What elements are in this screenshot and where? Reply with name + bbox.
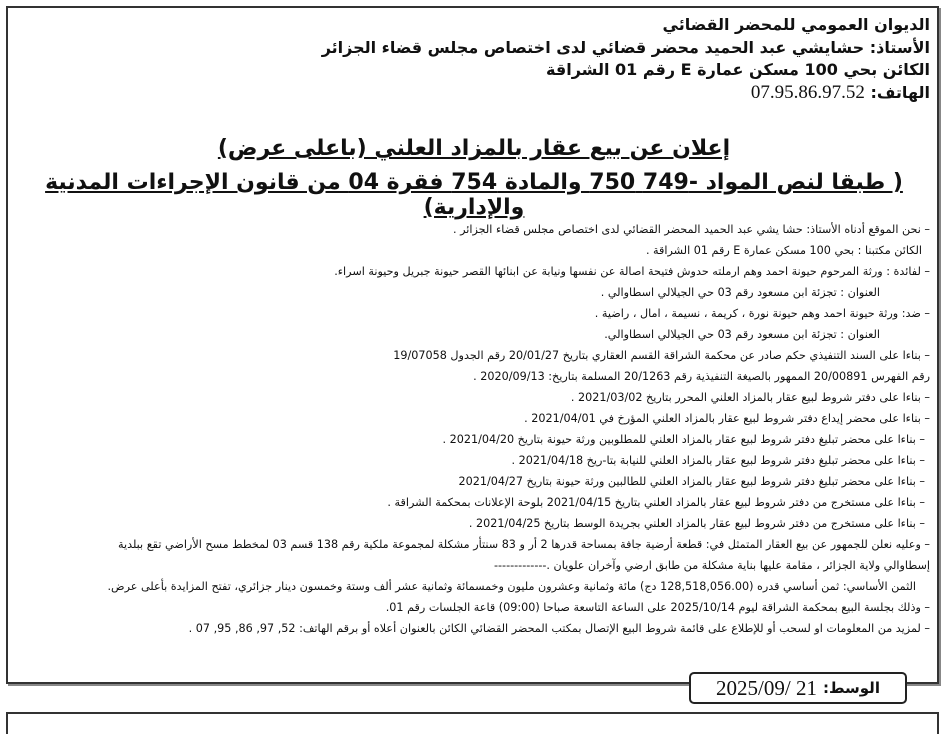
body-line: العنوان : تجزئة ابن مسعود رقم 03 حي الجيلالي اسطاوالي . bbox=[600, 286, 880, 299]
body-line: – بناءا على مستخرج من دفتر شروط لبيع عقار بالمزاد العلني بجريدة الوسط بتاريخ 2021/04/25 . bbox=[468, 517, 925, 530]
body-line: العنوان : تجزئة ابن مسعود رقم 03 حي الجيلالي اسطاوالي. bbox=[604, 328, 880, 341]
body-line: رقم الفهرس 20/00891 الممهور بالصيغة التنفيذية رقم 20/1263 المسلمة بتاريخ: 2020/09/13 . bbox=[473, 370, 930, 383]
body-line: الثمن الأساسي: ثمن أساسي قدره (128,518,056.00 دج) مائة وثمانية وعشرون مليون وخمسمائة وثمانية عشر ألف وستة وخمسون دينار جزائري، تفتح المزايدة بأعلى عرض. bbox=[107, 580, 916, 593]
bailiff-header bbox=[322, 14, 930, 104]
phone-label: الهاتف: bbox=[870, 82, 930, 102]
phone-number: 07.95.86.97.52 bbox=[750, 81, 865, 103]
body-line: الكائن مكتبنا : بحي 100 مسكن عمارة E رقم 01 الشراقة . bbox=[645, 244, 922, 257]
body-line: – وعليه نعلن للجمهور عن بيع العقار المتمثل في: قطعة أرضية جافة بمساحة قدرها 2 أر و 83 سنتأر مشكلة لمجموعة ملكية رقم 138 قسم 03 لمخطط مسح الأراضي تقع ببلدية bbox=[117, 538, 930, 551]
body-line: – لفائدة : ورثة المرحوم حيونة احمد وهم ارملته حدوش فتيحة اصالة عن نفسها ونيابة عن ابنائها القصر حيونة جبريل وحيونة اسراء. bbox=[334, 265, 930, 278]
notice-title: إعلان عن بيع عقار بالمزاد العلني (باعلى عرض) bbox=[217, 136, 731, 161]
office-address: الكائن بحي 100 مسكن عمارة E رقم 01 الشراقة bbox=[546, 60, 930, 79]
body-line: إسطاوالي ولاية الجزائر ، مقامة عليها بناية مشكلة من طابق ارضي وآخران علويان .------------- bbox=[493, 559, 930, 572]
publication-date: 2025/09/ 21 bbox=[716, 675, 817, 700]
body-line: – بناءا على دفتر شروط لبيع عقار بالمزاد العلني المحرر بتاريخ 2021/03/02 . bbox=[570, 391, 930, 404]
body-line: – بناءا على محضر إيداع دفتر شروط لبيع عقار بالمزاد العلني المؤرخ في 2021/04/01 . bbox=[524, 412, 930, 425]
notice-subtitle: ( طبقا لنص المواد -749 750 والمادة 754 فقرة 04 من قانون الإجراءات المدنية والإدارية) bbox=[45, 170, 903, 220]
notice-body bbox=[14, 219, 930, 639]
next-notice-frame bbox=[6, 712, 939, 734]
body-line: – وذلك بجلسة البيع بمحكمة الشراقة ليوم 2025/10/14 على الساعة التاسعة صباحا (09:00) قاعة الجلسات رقم 01. bbox=[385, 601, 930, 614]
office-name: الديوان العمومي للمحضر القضائي bbox=[662, 15, 930, 34]
body-line: – لمزيد من المعلومات او لسحب أو للإطلاع على قائمة شروط البيع الإتصال بمكتب المحضر القضائي الكائن بالعنوان أعلاه أو برقم الهاتف: 52, 97, 86, 95, 07 . bbox=[188, 622, 930, 635]
body-line: – نحن الموقع أدناه الأستاذ: حشا يشي عبد الحميد المحضر القضائي لدى اختصاص مجلس قضاء الجزائر . bbox=[452, 223, 930, 236]
body-line: – بناءا على السند التنفيذي حكم صادر عن محكمة الشراقة القسم العقاري بتاريخ 20/01/27 رقم الجدول 19/07058 bbox=[393, 349, 930, 362]
body-line: – بناءا على محضر تبليغ دفتر شروط لبيع عقار بالمزاد العلني للمطلوبين ورثة حيونة بتاريخ 2021/04/20 . bbox=[442, 433, 925, 446]
body-line: – بناءا على مستخرج من دفتر شروط لبيع عقار بالمزاد العلني بتاريخ 2021/04/15 بلوحة الإعلانات بمحكمة الشراقة . bbox=[387, 496, 925, 509]
publication-date-badge bbox=[689, 672, 907, 704]
bailiff-name: الأستاذ: حشايشي عبد الحميد محضر قضائي لدى اختصاص مجلس قضاء الجزائر bbox=[321, 37, 930, 57]
body-line: – بناءا على محضر تبليغ دفتر شروط لبيع عقار بالمزاد العلني للنيابة بتا-ريخ 2021/04/18 . bbox=[511, 454, 925, 467]
phone-line bbox=[322, 82, 930, 105]
newspaper-label: الوسط: bbox=[822, 679, 880, 697]
body-line: – ضد: ورثة حيونة احمد وهم حيونة نورة ، كريمة ، نسيمة ، امال ، راضية . bbox=[594, 307, 930, 320]
body-line: – بناءا على محضر تبليغ دفتر شروط لبيع عقار بالمزاد العلني للطالبين ورثة حيونة بتاريخ 2021/04/27 bbox=[458, 475, 925, 488]
